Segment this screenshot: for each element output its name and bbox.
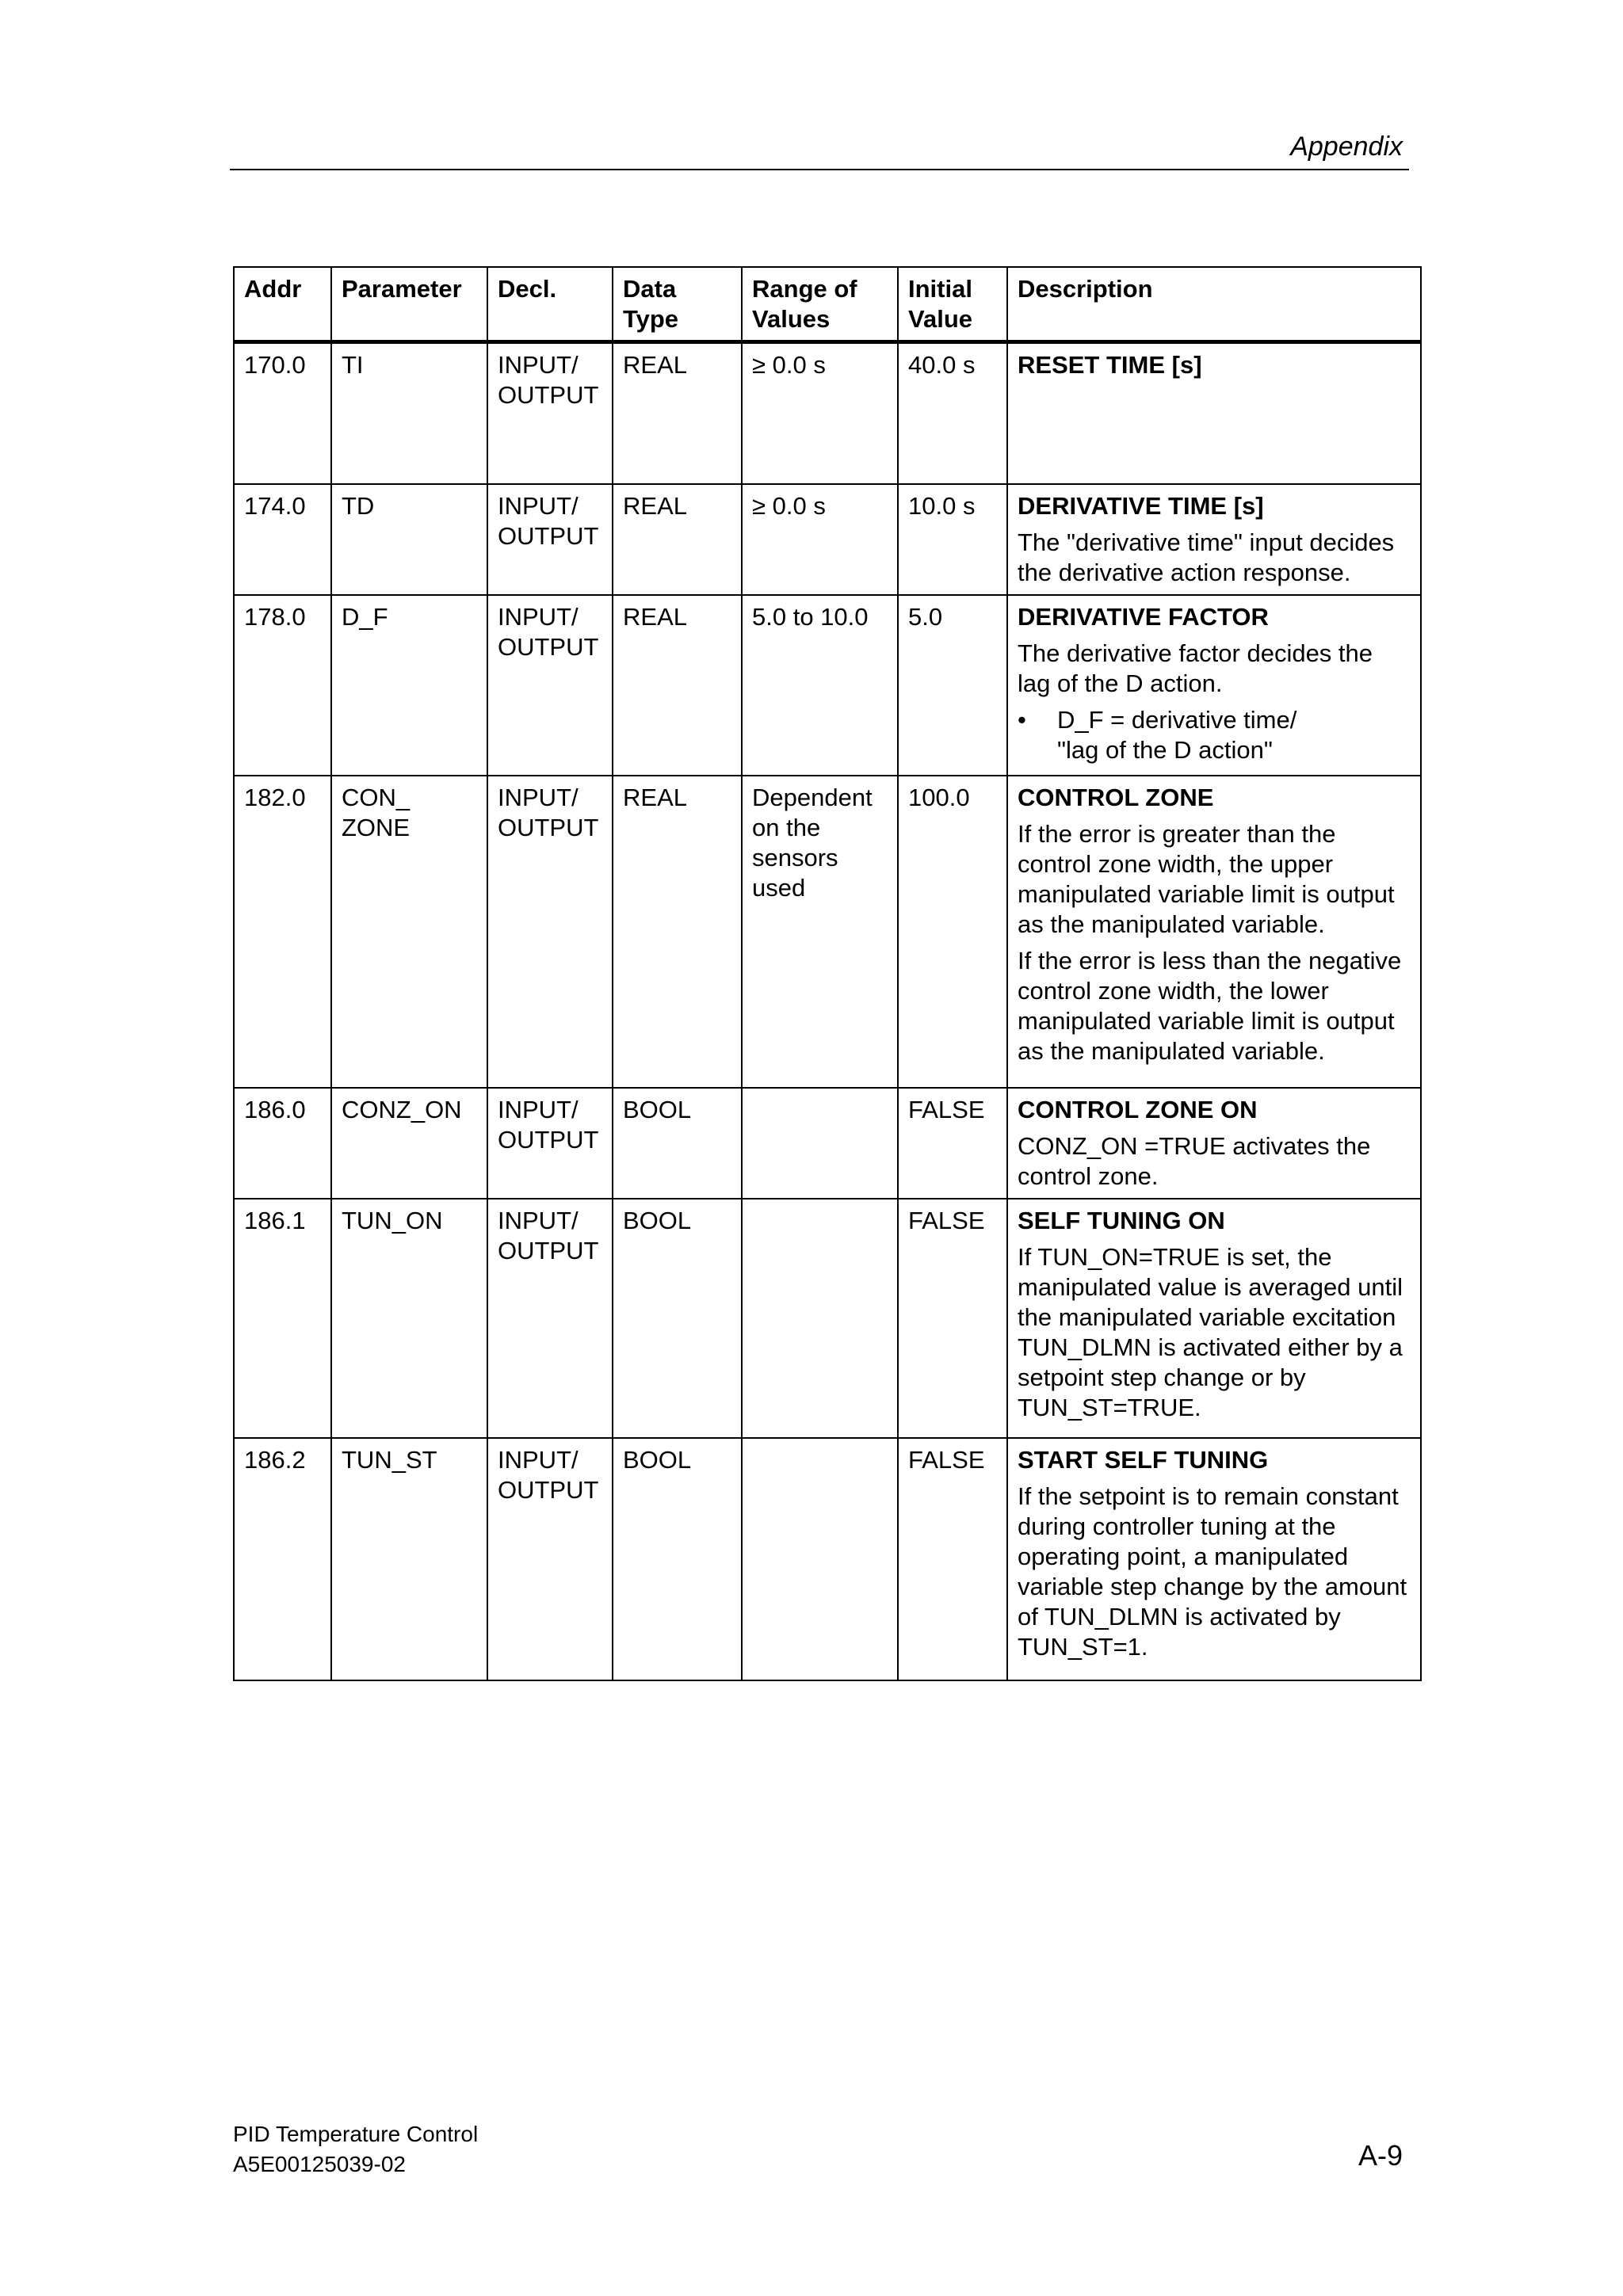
cell-addr: 186.0	[234, 1088, 331, 1199]
description-text: If the error is less than the negative control zone width, the lower manipulated variable limit is output as the manipulated variable.	[1018, 947, 1402, 1065]
cell-initial-value: 10.0 s	[898, 484, 1007, 595]
cell-initial-value: FALSE	[898, 1438, 1007, 1680]
header-divider	[230, 169, 1409, 170]
cell-decl: INPUT/ OUTPUT	[487, 595, 613, 776]
cell-decl: INPUT/ OUTPUT	[487, 1438, 613, 1680]
description-bullet-item	[1018, 705, 1411, 765]
table-body	[234, 341, 1421, 1680]
cell-addr: 174.0	[234, 484, 331, 595]
cell-parameter: D_F	[331, 595, 487, 776]
description-text: If TUN_ON=TRUE is set, the manipulated value is averaged until the manipulated variable excitation TUN_DLMN is activated either by a setpoint step change or by TUN_ST=TRUE.	[1018, 1243, 1403, 1421]
cell-description	[1007, 484, 1421, 595]
cell-data-type: BOOL	[613, 1088, 742, 1199]
table-row	[234, 595, 1421, 776]
page-number: A-9	[1358, 2139, 1403, 2172]
cell-data-type: REAL	[613, 776, 742, 1088]
column-header: Addr	[234, 267, 331, 341]
description-title: RESET TIME [s]	[1018, 350, 1202, 379]
cell-addr: 170.0	[234, 341, 331, 484]
cell-range: ≥ 0.0 s	[742, 484, 898, 595]
column-header: Description	[1007, 267, 1421, 341]
cell-range	[742, 1088, 898, 1199]
cell-data-type: BOOL	[613, 1438, 742, 1680]
description-title: START SELF TUNING	[1018, 1446, 1269, 1474]
table-row	[234, 1199, 1421, 1438]
cell-parameter: CONZ_ON	[331, 1088, 487, 1199]
cell-range	[742, 1199, 898, 1438]
column-header: Parameter	[331, 267, 487, 341]
cell-description	[1007, 1088, 1421, 1199]
cell-parameter: TD	[331, 484, 487, 595]
footer-document-number: A5E00125039-02	[233, 2152, 406, 2176]
description-text: CONZ_ON =TRUE activates the control zone.	[1018, 1132, 1371, 1190]
cell-description	[1007, 1438, 1421, 1680]
cell-decl: INPUT/ OUTPUT	[487, 484, 613, 595]
cell-initial-value: FALSE	[898, 1199, 1007, 1438]
column-header: Data Type	[613, 267, 742, 341]
table-row	[234, 1088, 1421, 1199]
description-title: CONTROL ZONE ON	[1018, 1096, 1258, 1123]
description-text: The derivative factor decides the lag of the D action.	[1018, 639, 1373, 697]
description-text: If the error is greater than the control zone width, the upper manipulated variable limit is output as the manipulated variable.	[1018, 820, 1395, 938]
table-row	[234, 341, 1421, 484]
description-title: DERIVATIVE FACTOR	[1018, 603, 1269, 631]
cell-description	[1007, 1199, 1421, 1438]
description-text: If the setpoint is to remain constant during controller tuning at the operating point, a manipulated variable step change by the amount of TUN_DLMN is activated by TUN_ST=1.	[1018, 1482, 1407, 1661]
cell-decl: INPUT/ OUTPUT	[487, 1199, 613, 1438]
bullet-text: D_F = derivative time/ "lag of the D action"	[1057, 706, 1297, 764]
cell-addr: 186.2	[234, 1438, 331, 1680]
cell-initial-value: FALSE	[898, 1088, 1007, 1199]
cell-parameter: CON_ ZONE	[331, 776, 487, 1088]
description-text: The "derivative time" input decides the derivative action response.	[1018, 528, 1395, 586]
cell-addr: 178.0	[234, 595, 331, 776]
description-title: SELF TUNING ON	[1018, 1207, 1225, 1234]
cell-range	[742, 1438, 898, 1680]
parameter-table	[233, 266, 1422, 1681]
cell-parameter: TUN_ST	[331, 1438, 487, 1680]
cell-data-type: BOOL	[613, 1199, 742, 1438]
description-title: CONTROL ZONE	[1018, 784, 1214, 811]
cell-description	[1007, 341, 1421, 484]
table-row	[234, 484, 1421, 595]
cell-addr: 182.0	[234, 776, 331, 1088]
cell-data-type: REAL	[613, 595, 742, 776]
cell-parameter: TI	[331, 341, 487, 484]
cell-decl: INPUT/ OUTPUT	[487, 1088, 613, 1199]
footer-document-title: PID Temperature Control	[233, 2122, 479, 2146]
cell-data-type: REAL	[613, 484, 742, 595]
cell-description	[1007, 776, 1421, 1088]
cell-parameter: TUN_ON	[331, 1199, 487, 1438]
cell-decl: INPUT/ OUTPUT	[487, 776, 613, 1088]
table-header-row	[234, 267, 1421, 341]
cell-decl: INPUT/ OUTPUT	[487, 341, 613, 484]
column-header: Initial Value	[898, 267, 1007, 341]
page-header-title: Appendix	[1290, 132, 1403, 162]
description-title: DERIVATIVE TIME [s]	[1018, 492, 1264, 520]
cell-range: 5.0 to 10.0	[742, 595, 898, 776]
table-row	[234, 776, 1421, 1088]
cell-initial-value: 5.0	[898, 595, 1007, 776]
bullet-icon: •	[1018, 706, 1026, 734]
table-row	[234, 1438, 1421, 1680]
cell-initial-value: 100.0	[898, 776, 1007, 1088]
cell-range: ≥ 0.0 s	[742, 341, 898, 484]
column-header: Range of Values	[742, 267, 898, 341]
cell-addr: 186.1	[234, 1199, 331, 1438]
cell-data-type: REAL	[613, 341, 742, 484]
cell-initial-value: 40.0 s	[898, 341, 1007, 484]
cell-description	[1007, 595, 1421, 776]
cell-range: Dependent on the sensors used	[742, 776, 898, 1088]
column-header: Decl.	[487, 267, 613, 341]
